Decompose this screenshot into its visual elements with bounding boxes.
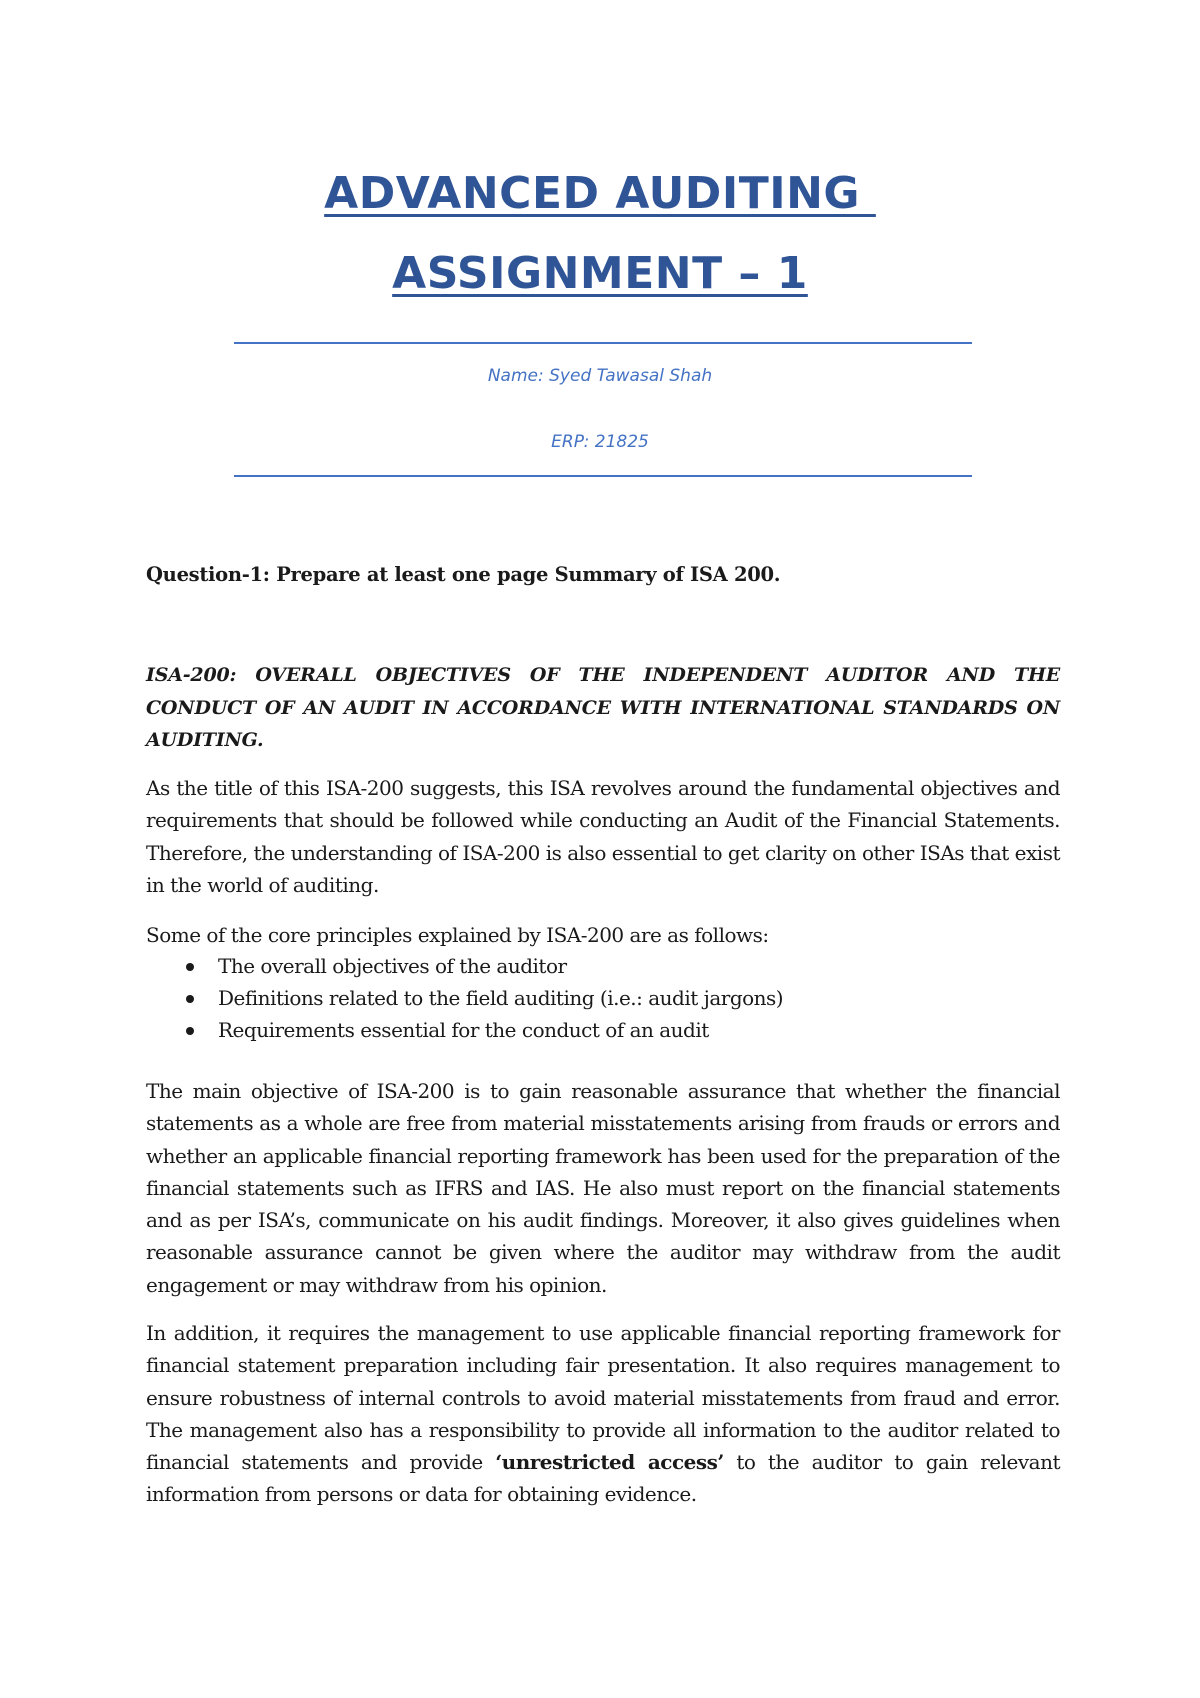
paragraph-principles-intro: Some of the core principles explained by ISA-200 are as follows:: [146, 923, 769, 947]
paragraph-text-part-1: In addition, it requires the management to use applicable financial reporting framework for financial statement preparation including fair presentation. It also requires management to ensure robustness of internal controls to avoid material misstatements from fraud and error. The management also has a responsibility to provide all information to the auditor related to financial statements and provide: [146, 1321, 1060, 1475]
author-erp: ERP: 21825: [551, 432, 649, 452]
bullet-icon: [186, 963, 194, 971]
header-divider-bottom: [234, 475, 972, 477]
paragraph-intro: As the title of this ISA-200 suggests, this ISA revolves around the fundamental objectives and requirements that should be followed while conducting an Audit of the Financial Statements. Therefore, the understanding of ISA-200 is also essential to get clarity on other ISAs that exist in the world of auditing.: [146, 776, 1060, 897]
list-item: [146, 982, 1060, 1014]
document-title-line-1: ADVANCED AUDITING: [324, 168, 876, 219]
section-heading: ISA-200: OVERALL OBJECTIVES OF THE INDEPENDENT AUDITOR AND THE CONDUCT OF AN AUDIT IN ACCORDANCE WITH INTERNATIONAL STANDARDS ON AUDITING.: [146, 664, 1060, 751]
list-item: [146, 1014, 1060, 1046]
unrestricted-access-emphasis: ‘unrestricted access’: [495, 1450, 724, 1475]
header-divider-top: [234, 342, 972, 344]
author-name: Name: Syed Tawasal Shah: [487, 366, 713, 386]
document-title-line-2: ASSIGNMENT – 1: [392, 248, 808, 299]
list-item-text: Definitions related to the field auditing (i.e.: audit jargons): [218, 986, 784, 1010]
question-heading: Question-1: Prepare at least one page Summary of ISA 200.: [146, 563, 781, 586]
bullet-icon: [186, 995, 194, 1003]
list-item-text: The overall objectives of the auditor: [218, 954, 567, 978]
list-item-text: Requirements essential for the conduct of an audit: [218, 1018, 709, 1042]
bullet-icon: [186, 1027, 194, 1035]
paragraph-text-part-2: to the auditor to gain relevant information from persons or data for obtaining evidence.: [146, 1450, 1060, 1507]
paragraph-management-responsibility: [146, 1317, 1060, 1511]
paragraph-main-objective: The main objective of ISA-200 is to gain reasonable assurance that whether the financial statements as a whole are free from material misstatements arising from frauds or errors and whether an applicable financial reporting framework has been used for the preparation of the financial statements such as IFRS and IAS. He also must report on the financial statements and as per ISA’s, communicate on his audit findings. Moreover, it also gives guidelines when reasonable assurance cannot be given where the auditor may withdraw from the audit engagement or may withdraw from his opinion.: [146, 1079, 1060, 1297]
list-item: [146, 950, 1060, 982]
principles-list: [146, 950, 1060, 1046]
